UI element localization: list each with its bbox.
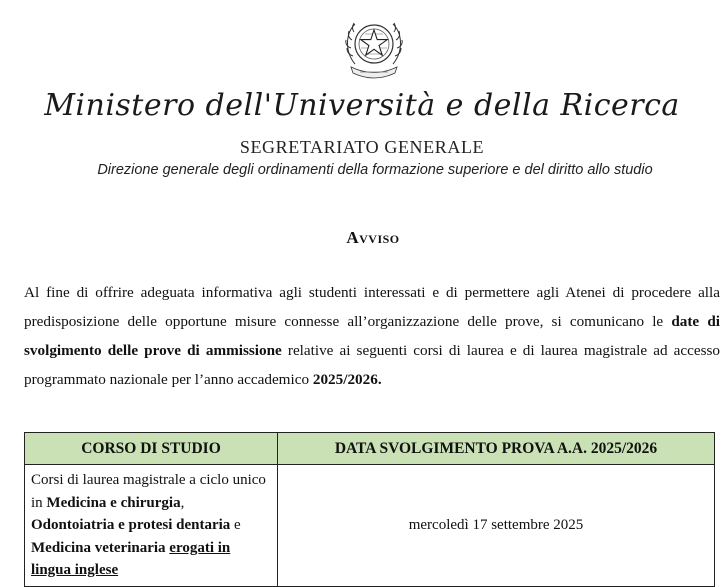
direzione-subheading: Direzione generale degli ordinamenti della formazione superiore e del diritto allo studio [97, 162, 653, 178]
course-veterinaria: Medicina veterinaria [31, 539, 166, 556]
notice-text-2: relative ai seguenti corsi di laurea e di laurea magistrale ad accesso programmato nazionale per l’anno accademico [24, 342, 721, 388]
notice-bold-dates: date di svolgimento delle prove di ammissione [24, 313, 720, 359]
course-text-2: , [180, 494, 185, 511]
table-header-row [25, 433, 715, 465]
course-english-note: erogati in lingua inglese [31, 539, 231, 578]
notice-bold-year: 2025/2026. [312, 371, 382, 388]
table-row [25, 465, 715, 587]
course-text-1: Corsi di laurea magistrale a ciclo unico in [31, 472, 266, 511]
date-cell: mercoledì 17 settembre 2025 [278, 465, 715, 587]
segretariato-heading: SEGRETARIATO GENERALE [239, 137, 485, 157]
column-header-date: DATA SVOLGIMENTO PROVA A.A. 2025/2026 [278, 433, 715, 465]
notice-paragraph [24, 278, 720, 394]
ministry-name: Ministero dell'Università e della Ricerca [44, 88, 680, 123]
course-cell [25, 465, 278, 587]
exam-dates-table [24, 432, 715, 587]
notice-title: Avviso [346, 228, 400, 247]
course-odontoiatria: Odontoiatria e protesi dentaria [31, 517, 231, 533]
course-medicina: Medicina e chirurgia [46, 494, 181, 511]
italian-republic-emblem-icon [341, 12, 407, 82]
column-header-course: CORSO DI STUDIO [25, 433, 278, 465]
course-text-3: e [230, 517, 241, 533]
notice-text-1: Al fine di offrire adeguata informativa agli studenti interessati e di permettere agli Atenei di procedere alla predisposizione delle opportune misure connesse all’organizzazione delle prove, si comunicano le [24, 284, 720, 330]
